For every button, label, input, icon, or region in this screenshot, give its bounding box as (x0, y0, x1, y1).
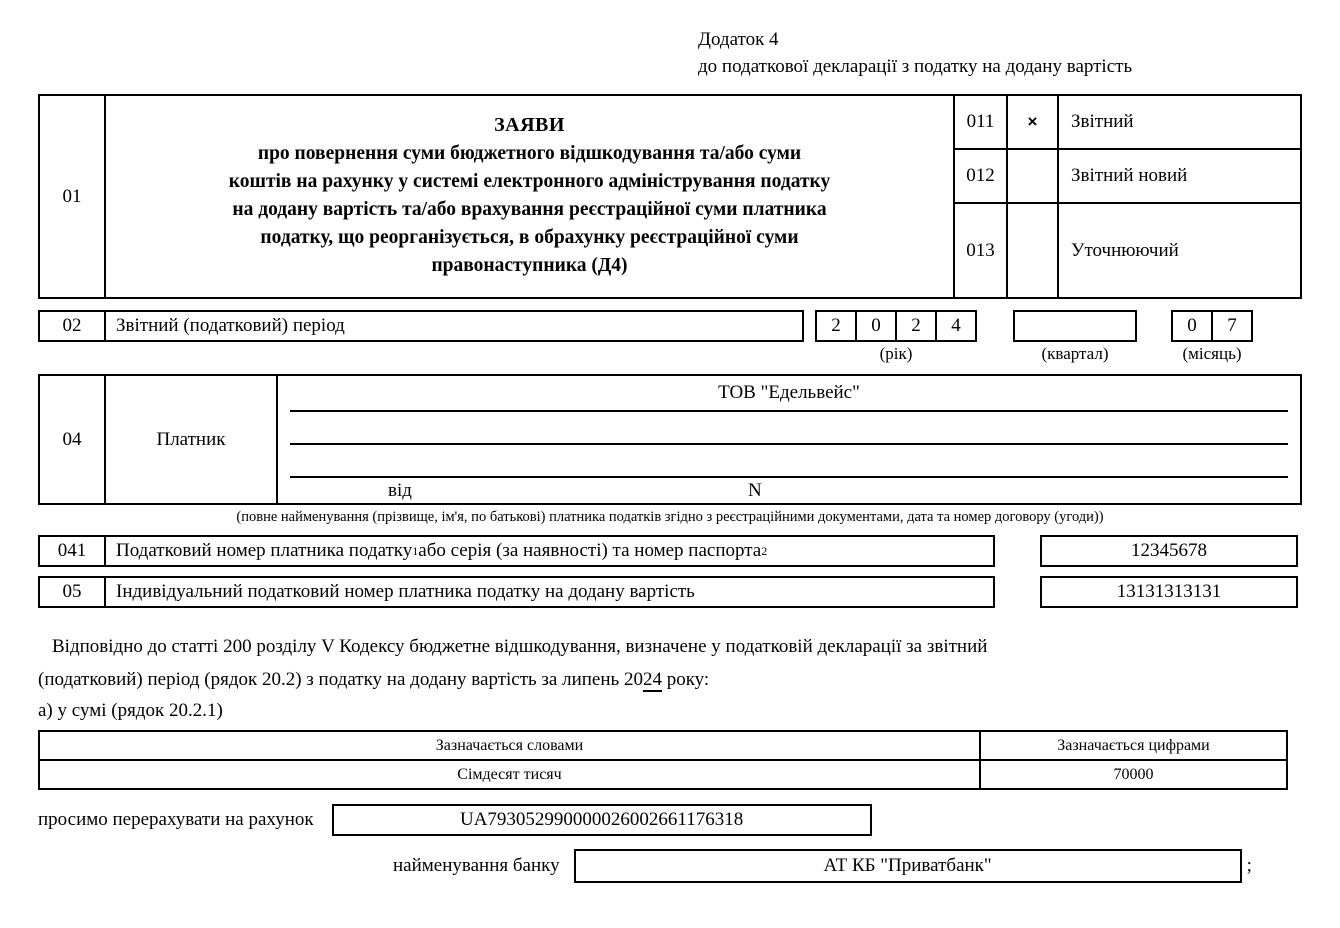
payer-rule-2 (290, 443, 1288, 445)
form-title-line-2: коштів на рахунку у системі електронного адміністрування податку (228, 170, 831, 192)
tax-number-label-part1: Податковий номер платника податку (116, 540, 413, 561)
block-code-04: 04 (40, 376, 106, 503)
reporting-period-left (38, 310, 804, 342)
amount-table-value-row (40, 761, 1286, 788)
report-type-label-012: Звітний новий (1071, 165, 1188, 186)
vat-number-value[interactable]: 13131313131 (1040, 576, 1298, 608)
appendix-number: Додаток 4 (698, 29, 779, 50)
statutory-paragraph-line-2-pre: (податковий) період (рядок 20.2) з податку на додану вартість за липень 20 (38, 669, 643, 690)
payer-rule-1 (290, 410, 1288, 412)
payer-number-label: N (748, 480, 762, 501)
report-type-label-011: Звітний (1071, 111, 1134, 132)
report-type-row-reporting[interactable] (955, 96, 1300, 150)
period-year-digit-1[interactable]: 2 (815, 310, 857, 342)
tax-number-footnote-1: 1 (412, 543, 419, 558)
block-code-01: 01 (40, 96, 106, 297)
vat-number-label: Індивідуальний податковий номер платника податку на додану вартість (104, 576, 995, 608)
period-year-digit-2[interactable]: 0 (855, 310, 897, 342)
block-code-05: 05 (38, 576, 104, 608)
subsection-a-label: а) у сумі (рядок 20.2.1) (38, 700, 223, 721)
reporting-period-block (38, 310, 1302, 364)
amount-words-header: Зазначається словами (40, 732, 981, 759)
statutory-paragraph-year-underlined: 24 (642, 669, 662, 690)
payer-label: Платник (106, 376, 278, 503)
period-month-caption: (місяць) (1182, 344, 1242, 363)
statutory-paragraph-line-1: Відповідно до статті 200 розділу V Кодексу бюджетне відшкодування, визначене у податковій декларації за звітний (52, 636, 988, 657)
report-type-group (955, 96, 1300, 297)
statutory-paragraph-line-2 (38, 669, 709, 692)
form-title-main: ЗАЯВИ (494, 113, 565, 136)
period-year-caption: (рік) (879, 344, 913, 363)
tax-number-label (104, 535, 995, 567)
period-quarter-group (1013, 310, 1137, 364)
tax-number-footnote-2: 2 (761, 543, 768, 558)
form-title (106, 96, 955, 297)
document-header (38, 0, 1302, 80)
tax-number-label-part2: або серія (за наявності) та номер паспорта (418, 540, 762, 561)
declaration-title-block (38, 94, 1302, 299)
form-title-line-5: правонаступника (Д4) (431, 254, 628, 276)
amount-words-value[interactable]: Сімдесят тисяч (40, 761, 981, 788)
form-title-line-3: на додану вартість та/або врахування реєстраційної суми платника (232, 198, 827, 220)
block-code-02: 02 (38, 310, 104, 342)
payer-caption: (повне найменування (прізвище, ім'я, по батькові) платника податків згідно з реєстраційними документами, дата та номер договору (угоди)) (236, 509, 1104, 525)
amount-table (38, 730, 1288, 790)
account-iban-value[interactable]: UA793052990000026002661176318 (332, 804, 872, 836)
bank-row-punctuation: ; (1246, 855, 1252, 876)
report-type-code-013: 013 (955, 204, 1008, 297)
report-type-checkbox-011[interactable]: × (1008, 96, 1059, 148)
report-type-checkbox-012[interactable] (1008, 150, 1059, 202)
period-month-digit-1[interactable]: 0 (1171, 310, 1213, 342)
tax-number-row (38, 535, 1302, 567)
amount-digits-header: Зазначається цифрами (1057, 736, 1210, 754)
amount-table-header-row (40, 732, 1286, 761)
period-year-digit-4[interactable]: 4 (935, 310, 977, 342)
form-title-line-4: податку, що реорганізується, в обрахунку реєстраційної суми (260, 226, 799, 248)
form-title-line-1: про повернення суми бюджетного відшкодування та/або суми (257, 142, 802, 164)
period-month-digit-2[interactable]: 7 (1211, 310, 1253, 342)
statutory-paragraph (38, 630, 1302, 696)
report-type-code-012: 012 (955, 150, 1008, 202)
period-year-group (815, 310, 977, 364)
report-type-row-reporting-new[interactable] (955, 150, 1300, 204)
period-quarter-input[interactable] (1013, 310, 1137, 342)
bank-name-value[interactable]: АТ КБ "Приватбанк" (574, 849, 1242, 883)
vat-number-row (38, 576, 1302, 608)
report-type-code-011: 011 (955, 96, 1008, 148)
amount-digits-value[interactable]: 70000 (1113, 765, 1154, 783)
payer-from-label: від (388, 480, 412, 501)
statutory-paragraph-line-2-post: року: (661, 669, 710, 690)
report-type-label-013: Уточнюючий (1071, 239, 1179, 261)
bank-row (38, 849, 1302, 883)
period-year-digit-3[interactable]: 2 (895, 310, 937, 342)
tax-number-value[interactable]: 12345678 (1040, 535, 1298, 567)
block-code-041: 041 (38, 535, 104, 567)
payer-block (38, 374, 1302, 505)
report-type-row-clarifying[interactable] (955, 204, 1300, 297)
bank-label: найменування банку (393, 855, 560, 876)
period-month-group (1171, 310, 1253, 364)
report-type-checkbox-013[interactable] (1008, 204, 1059, 297)
account-row (38, 804, 1302, 836)
payer-fields (278, 376, 1300, 503)
appendix-subtitle: до податкової декларації з податку на додану вартість (698, 56, 1133, 77)
payer-name-value[interactable]: ТОВ "Едельвейс" (718, 382, 860, 403)
account-label: просимо перерахувати на рахунок (38, 809, 314, 830)
period-quarter-caption: (квартал) (1041, 344, 1109, 363)
payer-rule-3 (290, 476, 1288, 478)
reporting-period-label: Звітний (податковий) період (104, 310, 804, 342)
